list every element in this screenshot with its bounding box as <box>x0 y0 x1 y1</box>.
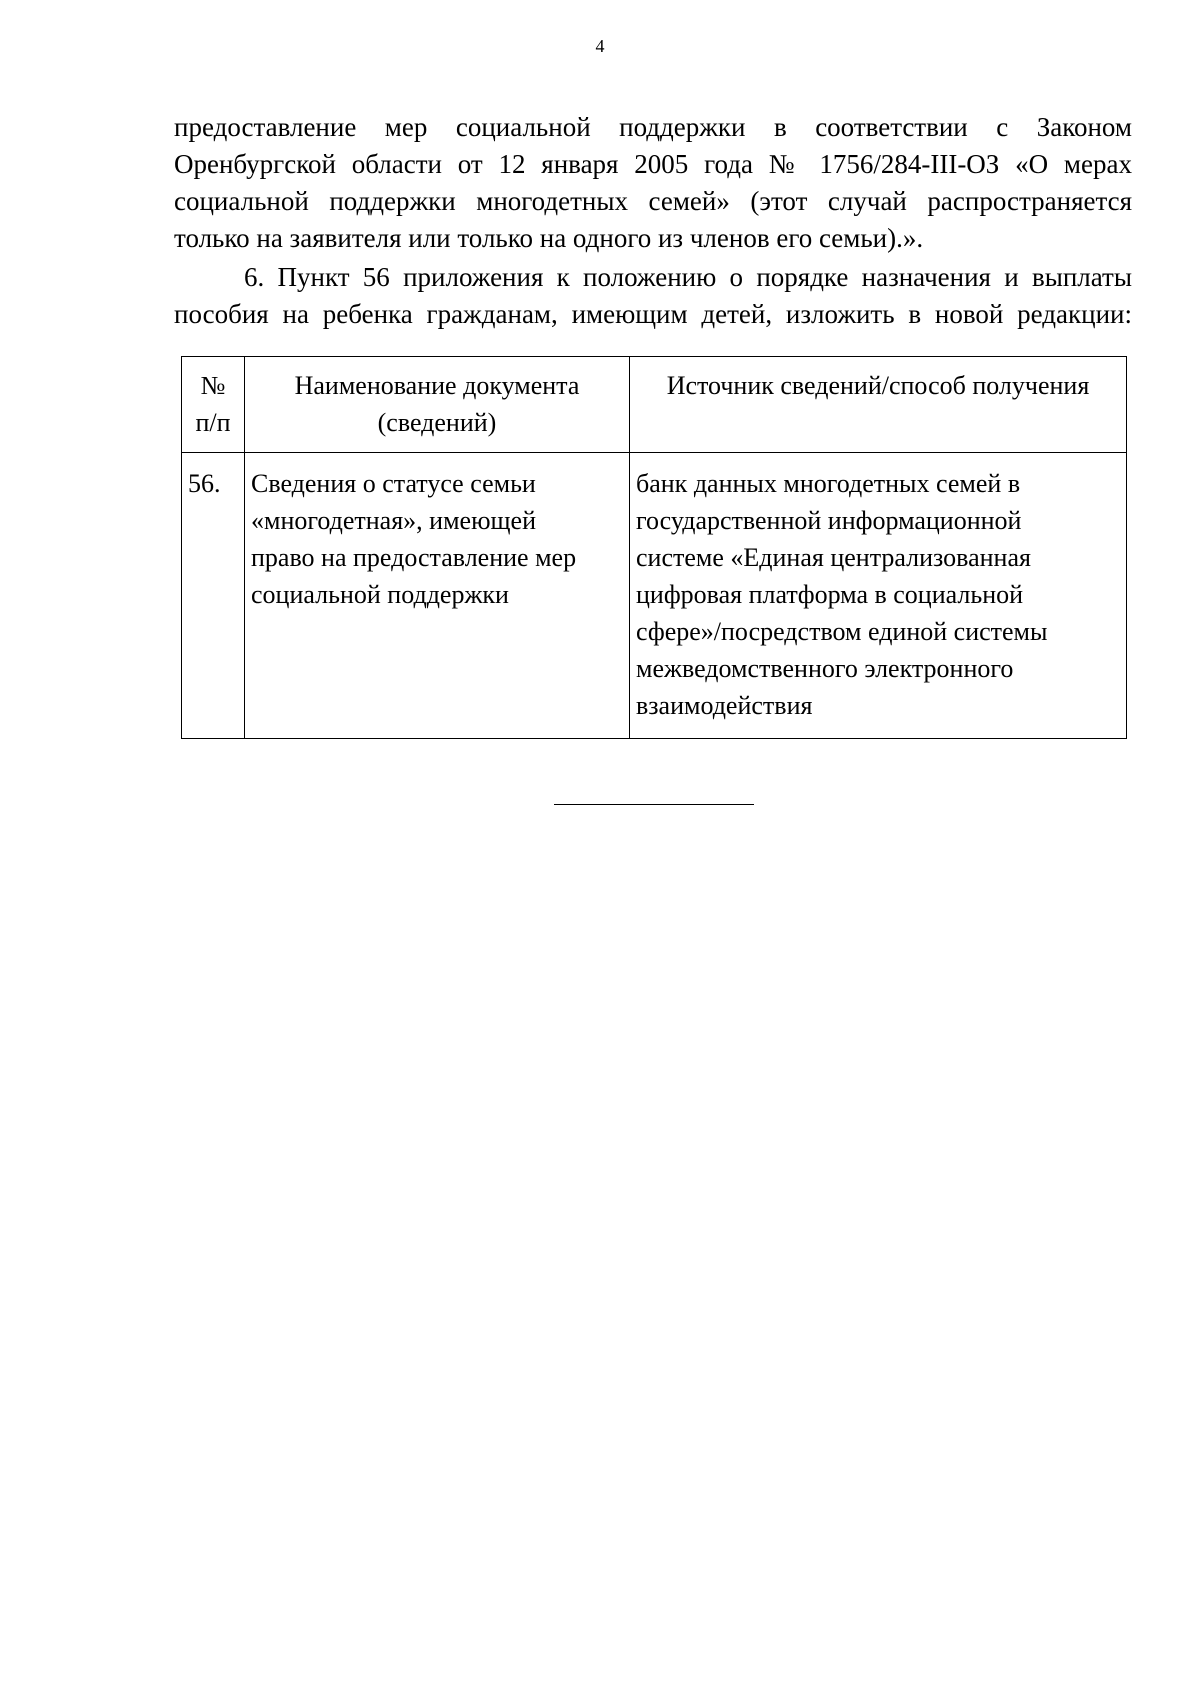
cell-line: Сведения о статусе семьи <box>251 469 536 498</box>
paragraph-line: предоставление мер социальной поддержки в соответствии с Законом <box>174 112 1132 142</box>
header-source <box>630 357 1127 453</box>
end-of-document-rule <box>554 804 754 805</box>
documents-table <box>181 356 1127 739</box>
paragraph-line: только на заявителя или только на одного из членов его семьи).». <box>174 223 924 253</box>
header-line: Источник сведений/способ получения <box>666 371 1090 400</box>
paragraph-2 <box>174 259 1132 333</box>
header-number <box>182 357 245 453</box>
row-number: 56. <box>182 453 245 739</box>
cell-line: право на предоставление мер <box>251 543 577 572</box>
paragraph-1 <box>174 109 1132 257</box>
cell-line: цифровая платформа в социальной <box>636 580 1024 609</box>
header-line: (сведений) <box>377 408 497 437</box>
cell-line: государственной информационной <box>636 506 1022 535</box>
header-line: Наименование документа <box>294 371 580 400</box>
row-source <box>630 453 1127 739</box>
paragraph-line: пособия на ребенка гражданам, имеющим детей, изложить в новой редакции: <box>174 299 1132 329</box>
cell-line: сфере»/посредством единой системы <box>636 617 1048 646</box>
cell-line: социальной поддержки <box>251 580 509 609</box>
row-document-name <box>245 453 630 739</box>
cell-line: банк данных многодетных семей в <box>636 469 1021 498</box>
page-number: 4 <box>595 36 605 56</box>
header-document-name <box>245 357 630 453</box>
paragraph-line: социальной поддержки многодетных семей» (этот случай распространяется <box>174 186 1132 216</box>
header-line: № <box>200 371 226 400</box>
table-header-row <box>182 357 1127 453</box>
cell-line: «многодетная», имеющей <box>251 506 536 535</box>
header-line: п/п <box>195 408 231 437</box>
cell-line: межведомственного электронного <box>636 654 1014 683</box>
paragraph-line: Оренбургской области от 12 января 2005 года № 1756/284-III-ОЗ «О мерах <box>174 149 1132 179</box>
table-row <box>182 453 1127 739</box>
cell-line: системе «Единая централизованная <box>636 543 1031 572</box>
paragraph-line: 6. Пункт 56 приложения к положению о порядке назначения и выплаты <box>244 262 1132 292</box>
cell-line: взаимодействия <box>636 691 813 720</box>
